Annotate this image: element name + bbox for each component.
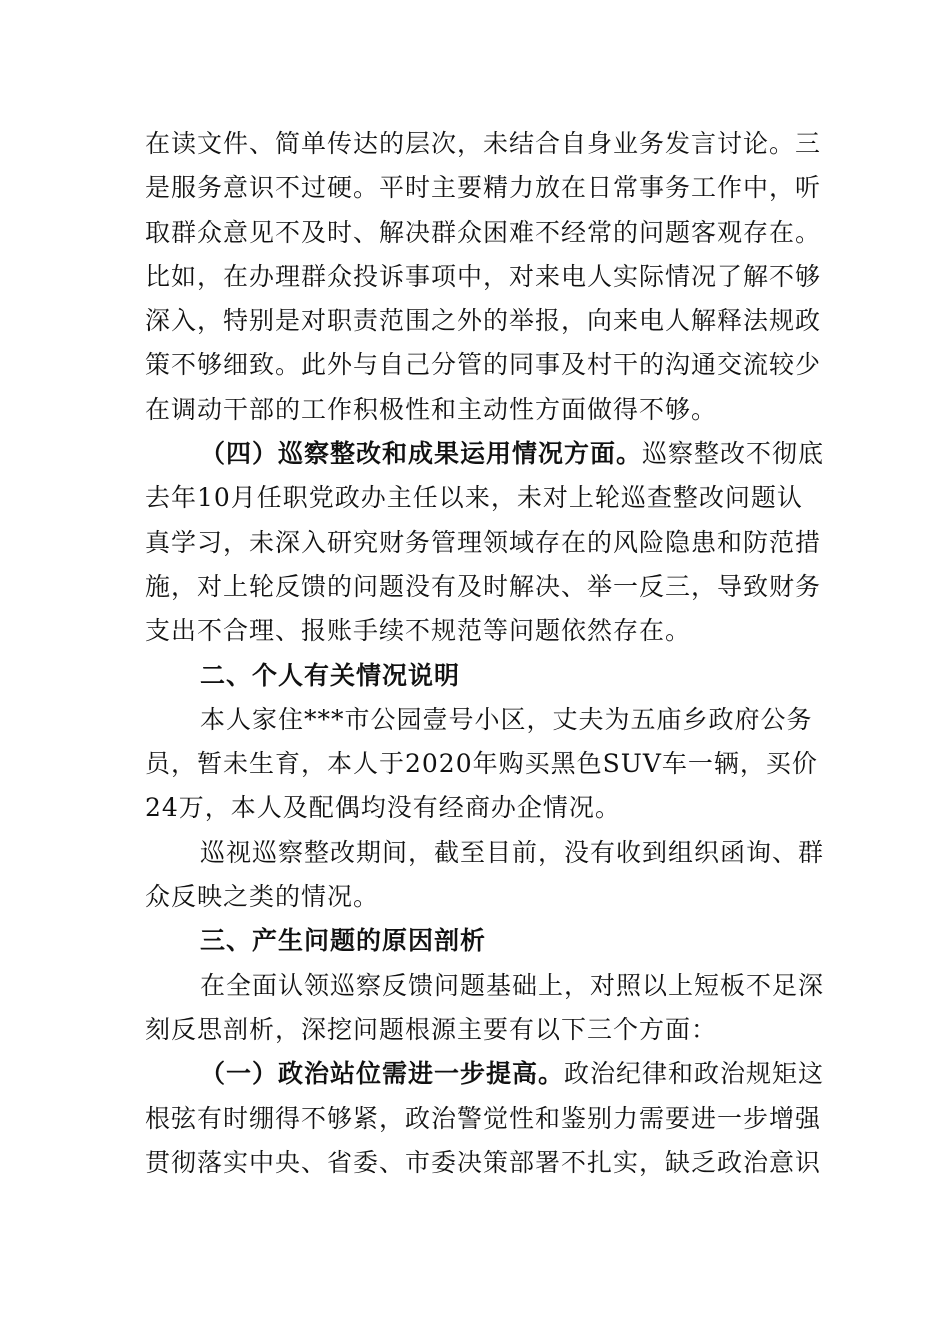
- paragraph-line: 真学习，未深入研究财务管理领域存在的风险隐患和防范措: [145, 527, 822, 557]
- paragraph-line: 施，对上轮反馈的问题没有及时解决、举一反三，导致财务: [145, 571, 822, 601]
- section-heading-two: 二、个人有关情况说明: [200, 660, 461, 690]
- paragraph-line: 根弦有时绷得不够紧，政治警觉性和鉴别力需要进一步增强: [145, 1103, 822, 1133]
- paragraph-line: 24万，本人及配偶均没有经商办企情况。: [145, 793, 621, 823]
- section-heading-three: 三、产生问题的原因剖析: [200, 926, 487, 956]
- paragraph-line: 取群众意见不及时、解决群众困难不经常的问题客观存在。: [145, 217, 822, 247]
- paragraph-line: 深入，特别是对职责范围之外的举报，向来电人解释法规政: [145, 306, 822, 336]
- section-four-first-rest: 巡察整改不彻底: [642, 439, 825, 469]
- paragraph-line: 是服务意识不过硬。平时主要精力放在日常事务工作中，听: [145, 173, 822, 203]
- section-four-lead: （四）巡察整改和成果运用情况方面。: [200, 439, 643, 469]
- paragraph-line: 策不够细致。此外与自己分管的同事及村干的沟通交流较少: [145, 350, 822, 380]
- paragraph-line: 支出不合理、报账手续不规范等问题依然存在。: [145, 616, 692, 646]
- paragraph-line: 员，暂未生育，本人于2020年购买黑色SUV车一辆，买价: [145, 749, 818, 779]
- paragraph-line: 在全面认领巡察反馈问题基础上，对照以上短板不足深: [200, 970, 825, 1000]
- document-body: [145, 122, 825, 1185]
- paragraph-line: 贯彻落实中央、省委、市委决策部署不扎实，缺乏政治意识: [145, 1147, 822, 1177]
- paragraph-line: 在读文件、简单传达的层次，未结合自身业务发言讨论。三: [145, 129, 822, 158]
- paragraph-line: 比如，在办理群众投诉事项中，对来电人实际情况了解不够: [145, 261, 822, 291]
- paragraph-line: 去年10月任职党政办主任以来，未对上轮巡查整改问题认: [145, 483, 803, 513]
- paragraph-line: 众反映之类的情况。: [145, 882, 380, 912]
- section-one-first-rest: 政治纪律和政治规矩这: [564, 1059, 825, 1089]
- section-one-lead: （一）政治站位需进一步提高。: [200, 1059, 565, 1089]
- paragraph-line: 刻反思剖析，深挖问题根源主要有以下三个方面：: [145, 1014, 718, 1044]
- paragraph-line: 在调动干部的工作积极性和主动性方面做得不够。: [145, 394, 718, 424]
- paragraph-line: 本人家住***市公园壹号小区，丈夫为五庙乡政府公务: [200, 704, 813, 734]
- section-one-first-line: [145, 1052, 825, 1096]
- section-four-first-line: [145, 432, 825, 476]
- paragraph-line: 巡视巡察整改期间，截至目前，没有收到组织函询、群: [200, 837, 825, 867]
